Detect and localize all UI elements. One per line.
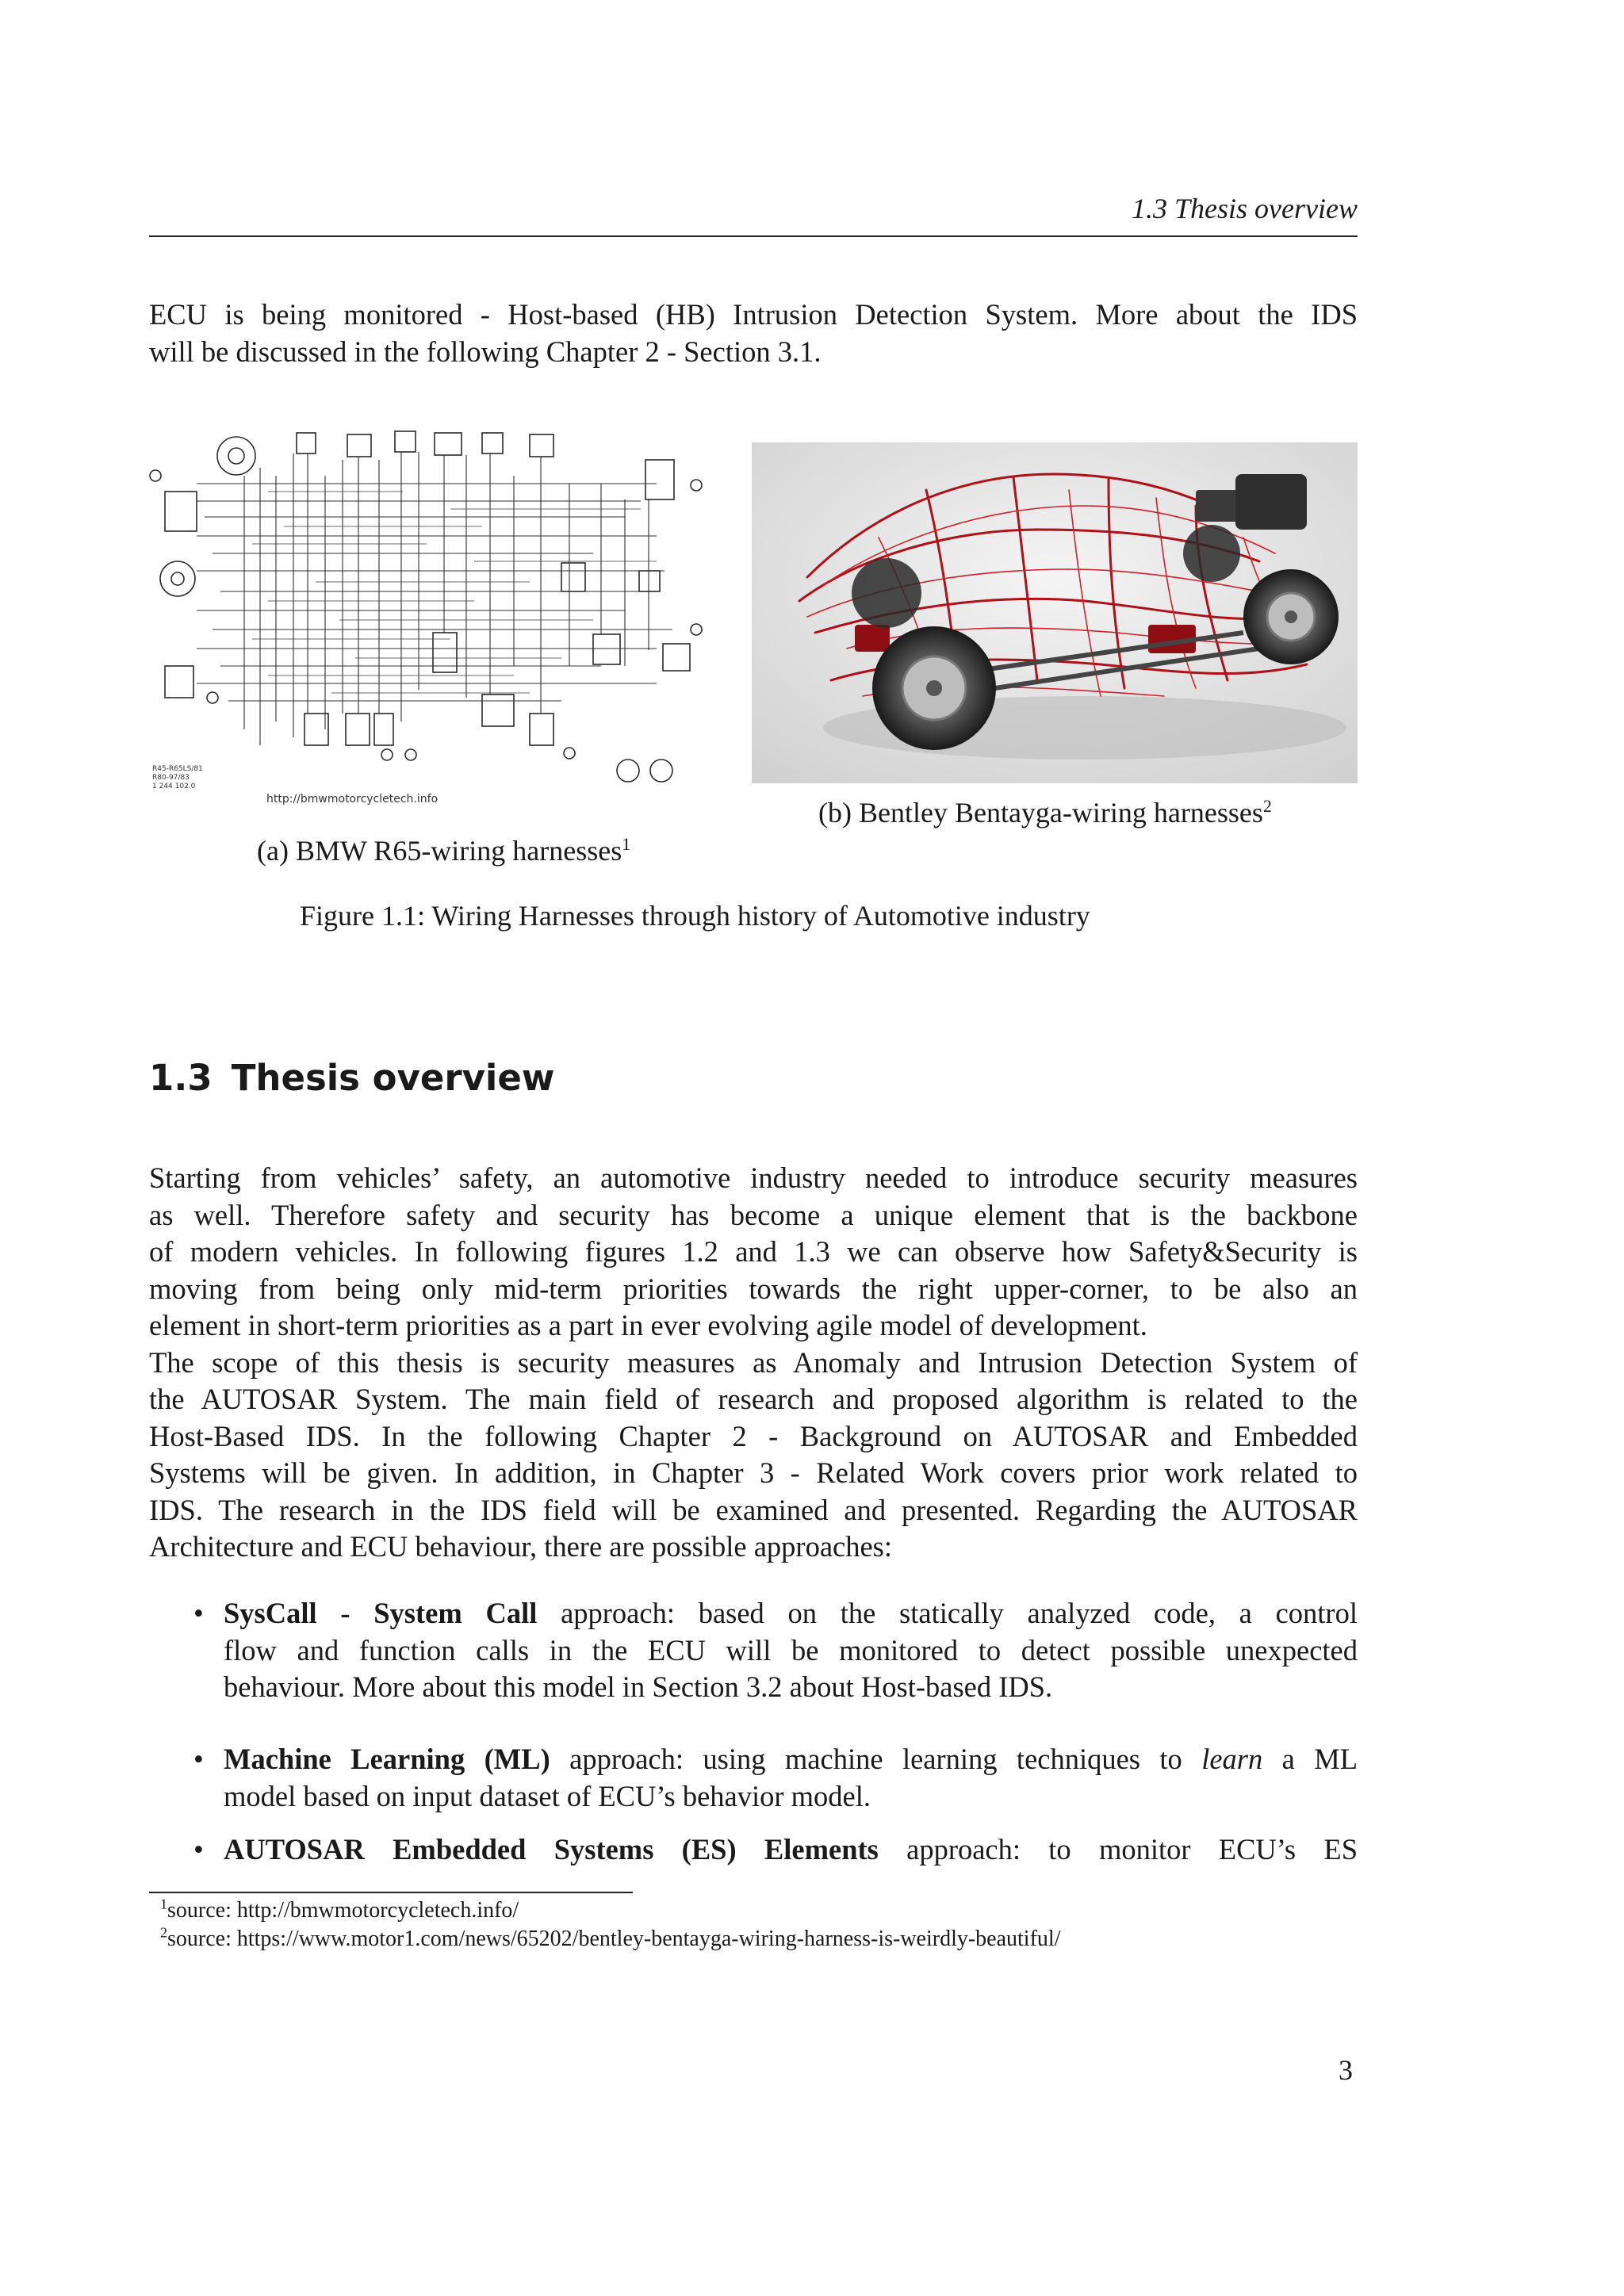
- bullet-item: [193, 1831, 1358, 1869]
- footnote-text: source: https://www.motor1.com/news/65202/bentley-bentayga-wiring-harness-is-weirdly-beautiful/: [167, 1927, 1061, 1951]
- body-line: IDS. The research in the IDS field will be examined and presented. Regarding the AUTOSAR: [149, 1493, 1358, 1526]
- body-line: The scope of this thesis is security measures as Anomaly and Intrusion Detection System of: [149, 1345, 1358, 1379]
- watermark-text: http://bmwmotorcycletech.info: [266, 793, 439, 806]
- header-rule: [149, 235, 1358, 237]
- bullet-dot: •: [193, 1743, 204, 1775]
- bullet-text: approach: using machine learning techniques to: [550, 1743, 1202, 1775]
- bullet-line: [224, 1595, 1358, 1632]
- body-line: Starting from vehicles’ safety, an automotive industry needed to introduce security measures: [149, 1161, 1358, 1194]
- body-line: Systems will be given. In addition, in Chapter 3 - Related Work covers prior work related to: [149, 1456, 1358, 1489]
- subfigure-a-caption: [257, 834, 630, 867]
- body-line: of modern vehicles. In following figures 1.2 and 1.3 we can observe how Safety&Security is: [149, 1235, 1358, 1268]
- bullet-item: [193, 1741, 1358, 1815]
- stamp-line: 1 244 102.0: [152, 783, 196, 790]
- footnote-text: source: http://bmwmotorcycletech.info/: [167, 1898, 519, 1923]
- footnote-mark: 2: [1262, 796, 1272, 816]
- footnote-mark: 1: [622, 834, 631, 854]
- section-number: 1.3: [149, 1057, 213, 1099]
- body-line: as well. Therefore safety and security has become a unique element that is the backbone: [149, 1198, 1358, 1231]
- body-line: Architecture and ECU behaviour, there are possible approaches:: [149, 1530, 893, 1563]
- footnote-rule: [149, 1892, 633, 1893]
- bullet-line: behaviour. More about this model in Section 3.2 about Host-based IDS.: [224, 1670, 1053, 1703]
- body-paragraph: [149, 1160, 1358, 1566]
- bullet-emphasis: learn: [1201, 1743, 1263, 1775]
- intro-paragraph: [149, 297, 1358, 370]
- intro-line: will be discussed in the following Chapter 2 - Section 3.1.: [149, 335, 822, 368]
- subfigure-a-caption-text: (a) BMW R65-wiring harnesses: [257, 835, 622, 867]
- bullet-term: SysCall - System Call: [224, 1597, 538, 1629]
- footnote: [160, 1898, 519, 1923]
- body-line: element in short-term priorities as a part in ever evolving agile model of development.: [149, 1309, 1147, 1341]
- bullet-line: [224, 1741, 1358, 1778]
- bullet-term: Machine Learning (ML): [224, 1743, 550, 1775]
- figure-caption: Figure 1.1: Wiring Harnesses through history of Automotive industry: [300, 900, 1090, 932]
- body-line: Host-Based IDS. In the following Chapter 2 - Background on AUTOSAR and Embedded: [149, 1419, 1358, 1452]
- bullet-text: a ML: [1262, 1743, 1358, 1775]
- bullet-item: [193, 1595, 1358, 1706]
- bullet-dot: •: [193, 1833, 204, 1866]
- footnote: [160, 1924, 1061, 1952]
- stamp-line: R80-97/83: [152, 774, 190, 782]
- bullet-dot: •: [193, 1597, 204, 1629]
- bullet-text: approach: based on the statically analyzed code, a control: [537, 1597, 1358, 1629]
- footnote-number: 2: [160, 1924, 167, 1941]
- subfigure-b-caption: [818, 796, 1272, 829]
- body-line: moving from being only mid-term priorities towards the right upper-corner, to be also an: [149, 1272, 1358, 1305]
- intro-line: ECU is being monitored - Host-based (HB) Intrusion Detection System. More about the IDS: [149, 298, 1358, 331]
- running-head: 1.3 Thesis overview: [1132, 193, 1358, 224]
- bullet-line: flow and function calls in the ECU will be monitored to detect possible unexpected: [224, 1633, 1358, 1667]
- page-number: 3: [1339, 2054, 1353, 2086]
- bullet-text: approach: to monitor ECU’s ES: [878, 1833, 1358, 1866]
- bmw-wiring-diagram: [149, 428, 722, 806]
- body-line: the AUTOSAR System. The main field of research and proposed algorithm is related to the: [149, 1383, 1358, 1415]
- bullet-line: [224, 1831, 1358, 1869]
- footnote-number: 1: [160, 1896, 167, 1912]
- bullet-term: AUTOSAR Embedded Systems (ES) Elements: [224, 1833, 879, 1866]
- bullet-line: model based on input dataset of ECU’s behavior model.: [224, 1779, 871, 1812]
- section-heading: [149, 1057, 554, 1099]
- stamp-line: R45-R65LS/81: [152, 765, 203, 773]
- bentley-wiring-photo: [752, 442, 1358, 783]
- section-title-text: Thesis overview: [231, 1057, 555, 1099]
- subfigure-b-caption-text: (b) Bentley Bentayga-wiring harnesses: [818, 797, 1263, 828]
